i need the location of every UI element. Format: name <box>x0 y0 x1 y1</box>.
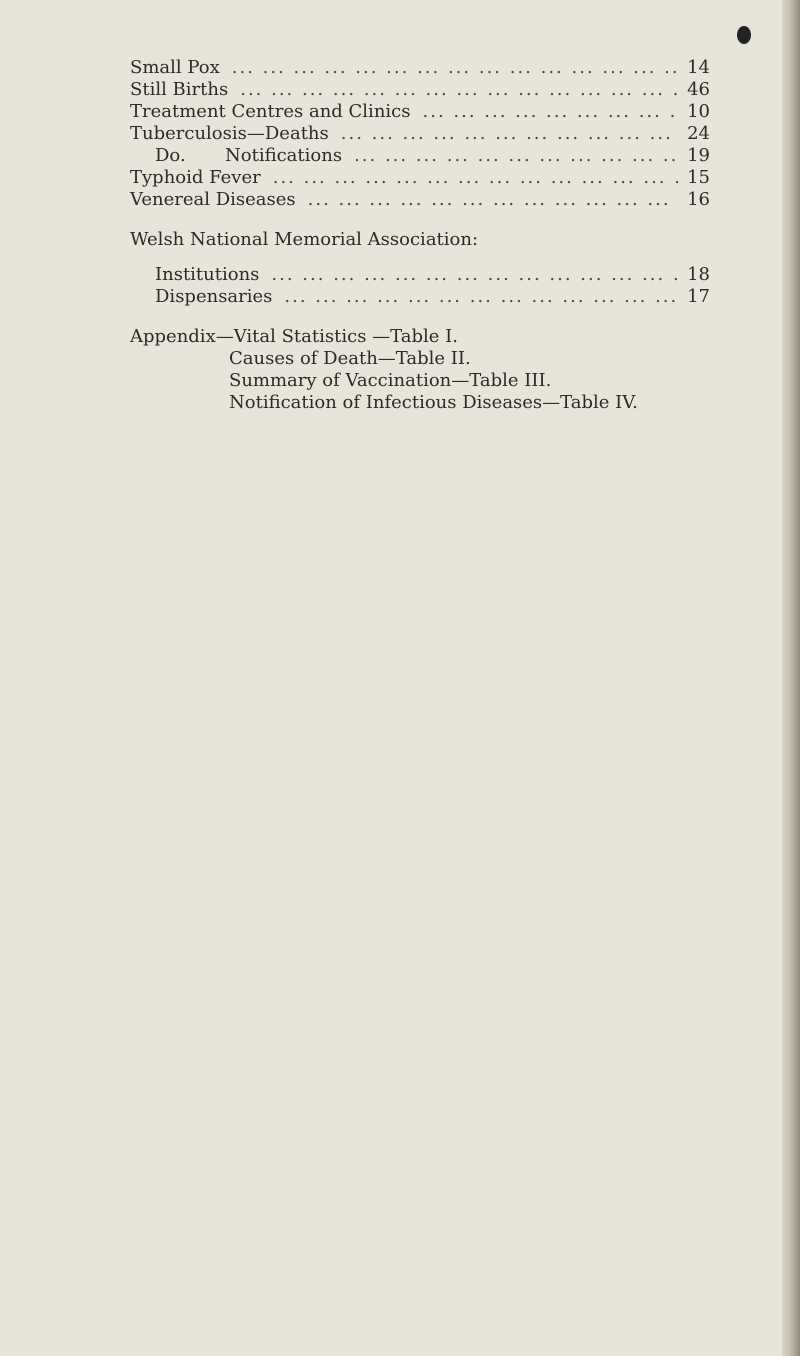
leader-dots <box>259 264 678 286</box>
toc-entry-label: Still Births <box>130 79 229 100</box>
ditto-mark: Do. <box>155 145 186 166</box>
appendix-line-infectious-diseases: Notification of Infectious Diseases—Table IV. <box>229 392 638 413</box>
leader-dots <box>220 57 678 79</box>
toc-entry-page: 18 <box>687 264 710 285</box>
toc-entry-label: Venereal Diseases <box>130 189 296 210</box>
section-title-welsh-association: Welsh National Memorial Association: <box>130 229 479 250</box>
toc-entry-page: 15 <box>687 167 710 188</box>
toc-entry-page: 46 <box>687 79 710 100</box>
leader-dots <box>272 286 678 308</box>
toc-entry-typhoid-fever <box>130 167 710 189</box>
toc-entry-label: Tuberculosis—Deaths <box>130 123 329 144</box>
toc-entry-still-births <box>130 79 710 101</box>
toc-entry-venereal-diseases <box>130 189 710 211</box>
leader-dots <box>342 145 678 167</box>
toc-entry-page: 17 <box>687 286 710 307</box>
toc-entry-page: 24 <box>687 123 710 144</box>
appendix-line-vaccination: Summary of Vaccination—Table III. <box>229 370 552 391</box>
toc-entry-label: Small Pox <box>130 57 220 78</box>
ink-blot <box>737 26 751 44</box>
toc-entry-institutions <box>130 264 710 286</box>
toc-entry-page: 16 <box>687 189 710 210</box>
leader-dots <box>296 189 678 211</box>
page-edge-shadow <box>782 0 800 1356</box>
appendix-line-vital-statistics: Appendix—Vital Statistics —Table I. <box>130 326 458 347</box>
leader-dots <box>228 79 678 101</box>
toc-entry-page: 19 <box>687 145 710 166</box>
appendix-line-causes-of-death: Causes of Death—Table II. <box>229 348 471 369</box>
toc-entry-tuberculosis-notifications <box>130 145 710 167</box>
table-of-contents <box>130 57 710 414</box>
toc-entry-label: Treatment Centres and Clinics <box>130 101 411 122</box>
leader-dots <box>261 167 678 189</box>
toc-entry-label: Dispensaries <box>155 286 273 307</box>
leader-dots <box>411 101 679 123</box>
toc-entry-label: Institutions <box>155 264 260 285</box>
toc-entry-treatment-centres <box>130 101 710 123</box>
toc-entry-label: Typhoid Fever <box>130 167 261 188</box>
toc-entry-label-text: Notifications <box>225 145 343 166</box>
toc-entry-page: 14 <box>687 57 710 78</box>
toc-entry-label <box>130 145 342 167</box>
toc-entry-dispensaries <box>130 286 710 308</box>
toc-entry-small-pox <box>130 57 710 79</box>
toc-entry-page: 10 <box>687 101 710 122</box>
leader-dots <box>329 123 678 145</box>
appendix-list <box>130 326 710 414</box>
toc-entry-tuberculosis-deaths <box>130 123 710 145</box>
